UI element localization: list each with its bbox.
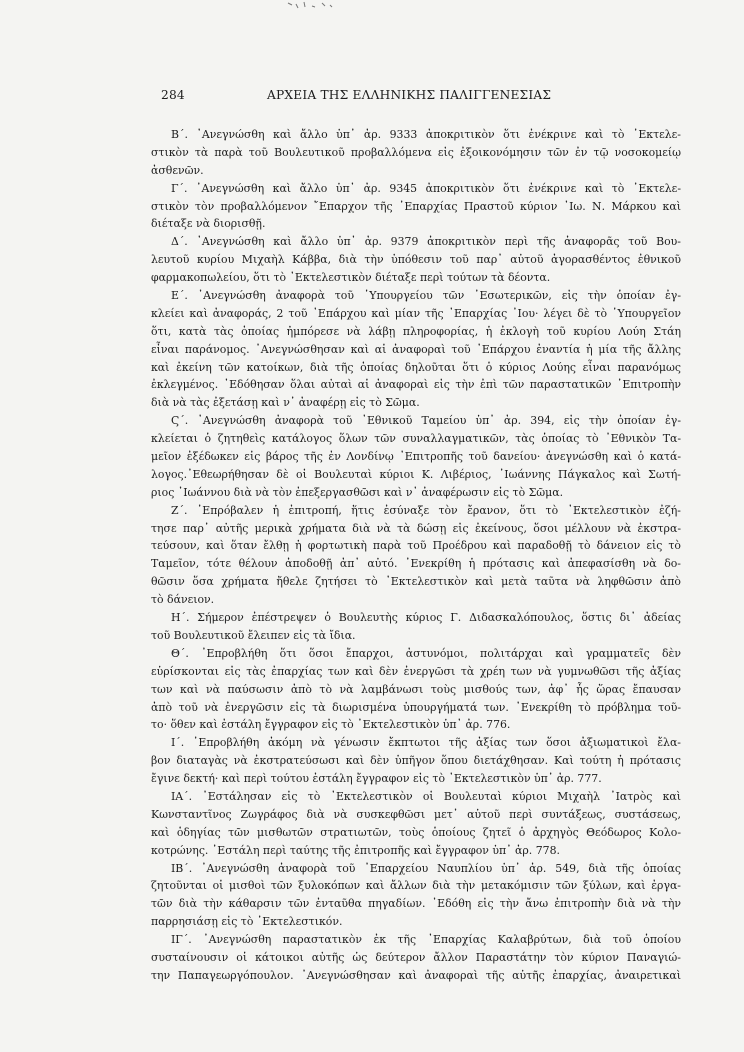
text-line: λογος.᾽Εθεωρήθησαν δὲ οἱ Βουλευταὶ κύριοι Κ. Λιβέριος, ᾽Ιωάννης Πάγκαλος καὶ Σωτή- <box>151 467 681 481</box>
running-title: ΑΡΧΕΙΑ ΤΗΣ ΕΛΛΗΝΙΚΗΣ ΠΑΛΙΓΓΕΝΕΣΙΑΣ <box>267 88 552 102</box>
text-line: στικὸν τὰ παρὰ τοῦ Βουλευτικοῦ προβαλλόμενα εἰς ἐξοικονόμησιν τῶν ἐν τῷ νοσοκομείῳ <box>151 145 681 159</box>
page-header <box>161 88 553 104</box>
text-line: Γ΄. ᾽Ανεγνώσθη καὶ ἄλλο ὑπ᾽ ἀρ. 9345 ἀποκριτικὸν ὅτι ἐνέκρινε καὶ τὸ ᾽Εκτελε- <box>171 181 681 195</box>
text-line: ΙΑ΄. ᾽Εστάλησαν εἰς τὸ ᾽Εκτελεστικὸν οἱ Βουλευταὶ κύριοι Μιχαὴλ ᾽Ιατρὸς καὶ <box>171 789 681 803</box>
text-line: διὰ νὰ τὰς ἐξετάσῃ καὶ ν᾽ ἀναφέρῃ εἰς τὸ Σῶμα. <box>151 396 420 410</box>
text-line: τῶν διὰ τὴν κάθαρσιν τῶν ἐνταῦθα πηγαδίων. ᾽Εδόθη εἰς τὴν ἄνω ἐπιτροπὴν διὰ νὰ τὴν <box>151 897 681 911</box>
text-line: ζητοῦνται οἱ μισθοὶ τῶν ξυλοκόπων καὶ ἄλλων διὰ τὴν μετακόμισιν τῶν ξύλων, καὶ ἐργα- <box>151 879 681 893</box>
text-line: θῶσιν ὅσα χρήματα ἤθελε ζητήσει τὸ ᾽Εκτελεστικὸν καὶ μετὰ ταῦτα νὰ ληφθῶσιν ἀπὸ <box>151 575 681 589</box>
text-line: Κωνσταντῖνος Ζωγράφος διὰ νὰ συσκεφθῶσι μετ᾽ αὐτοῦ περὶ συντάξεως, συστάσεως, <box>151 807 681 821</box>
text-line: Δ΄. ᾽Ανεγνώσθη καὶ ἄλλο ὑπ᾽ ἀρ. 9379 ἀποκριτικὸν περὶ τῆς ἀναφορᾶς τοῦ Βου- <box>171 235 681 249</box>
text-line: ἀπὸ τοῦ νὰ ἐνεργῶσιν εἰς τὰ διωρισμένα ὑπουργήματά των. ᾽Ενεκρίθη τὸ πρόβλημα τοῦ- <box>151 700 681 714</box>
text-line: το· ὅθεν καὶ ἐστάλη ἔγγραφον εἰς τὸ ᾽Εκτελεστικὸν ὑπ᾽ ἀρ. 776. <box>151 718 511 732</box>
text-line: ἐκλεγμένος. ᾽Εδόθησαν ὅλαι αὐταὶ αἱ ἀναφοραὶ εἰς τὴν ἐπὶ τῶν παραστατικῶν ᾽Επιτροπὴν <box>151 378 681 392</box>
text-line: ΙΓ΄. ᾽Ανεγνώσθη παραστατικὸν ἐκ τῆς ᾽Επαρχίας Καλαβρύτων, διὰ τοῦ ὁποίου <box>171 933 681 947</box>
text-line: ἀσθενῶν. <box>151 163 204 177</box>
text-line: λευτοῦ κυρίου Μιχαὴλ Κάββα, διὰ τὴν ὑπόθεσιν τοῦ παρ᾽ αὐτοῦ ἀγορασθέντος ἐθνικοῦ <box>151 253 681 267</box>
text-line: καὶ ἐκείνη τῶν κατοίκων, διὰ τῆς ὁποίας δηλοῦται ὅτι ὁ κύριος Λούης εἶναι παρανόμως <box>151 360 681 374</box>
text-line: την Παπαγεωργόπουλον. ᾽Ανεγνώσθησαν καὶ ἀναφοραὶ τῆς αὐτῆς ἐπαρχίας, ἀναιρετικαὶ <box>151 968 681 982</box>
text-line: ἔγινε δεκτή· καὶ περὶ τούτου ἐστάλη ἔγγραφον εἰς τὸ ᾽Εκτελεστικὸν ὑπ᾽ ἀρ. 777. <box>151 772 602 786</box>
text-line: ΙΒ΄. ᾽Ανεγνώσθη ἀναφορὰ τοῦ ᾽Επαρχείου Ναυπλίου ὑπ᾽ ἀρ. 549, διὰ τῆς ὁποίας <box>171 861 681 875</box>
text-line: Β΄. ᾽Ανεγνώσθη καὶ ἄλλο ὑπ᾽ ἀρ. 9333 ἀποκριτικὸν ὅτι ἐνέκρινε καὶ τὸ ᾽Εκτελε- <box>171 128 681 141</box>
text-line: Η΄. Σήμερον ἐπέστρεψεν ὁ Βουλευτὴς κύριος Γ. Διδασκαλόπουλος, ὅστις δι᾽ ἀδείας <box>171 611 681 625</box>
text-line: τεύσουν, καὶ ὅταν ἔλθῃ ἡ φορτωτικὴ παρὰ τοῦ Προέδρου καὶ παραδοθῇ τὸ δάνειον εἰς τὸ <box>151 539 681 553</box>
text-line: κοτρώνης. ᾽Εστάλη περὶ ταύτης τῆς ἐπιτροπῆς καὶ ἔγγραφον ὑπ᾽ ἀρ. 778. <box>151 843 560 857</box>
text-line: τὸ δάνειον. <box>151 593 215 607</box>
text-line: βον διαταγὰς νὰ ἐκστρατεύσωσι καὶ δὲν ὑπῆγον ὅπου διετάχθησαν. Καὶ τούτη ἡ πρότασις <box>151 754 681 768</box>
text-line: μεῖον ἐξέδωκεν εἰς βάρος τῆς ἐν Λονδίνῳ ᾽Επιτροπῆς τοῦ δανείου· ἀνεγνώσθη καὶ ὁ κατά- <box>151 450 681 464</box>
text-line: των καὶ νὰ παύσωσιν ἀπὸ τὸ νὰ λαμβάνωσι τοὺς μισθούς των, ἀφ᾽ ἧς ὥρας ἔπαυσαν <box>151 682 681 696</box>
document-body <box>151 126 681 985</box>
text-line: καὶ ὁδηγίας τῶν μισθωτῶν στρατιωτῶν, τοὺς ὁποίους ζητεῖ ὁ ἀρχηγὸς Θεόδωρος Κολο- <box>151 825 681 839</box>
text-line: Θ΄. ᾽Επροβλήθη ὅτι ὅσοι ἔπαρχοι, ἀστυνόμοι, πολιτάρχαι καὶ γραμματεῖς δὲν <box>171 646 681 660</box>
text-line: Ταμεῖον, τότε θέλουν ἀποδοθῇ ἀπ᾽ αὐτό. ᾽Ενεκρίθη ἡ πρότασις καὶ ἀπεφασίσθη νὰ δο- <box>151 557 681 571</box>
text-line: συσταίνουσιν οἱ κάτοικοι αὐτῆς ὡς δεύτερον ἄλλον Παραστάτην τὸν κύριον Παναγιώ- <box>151 950 681 964</box>
text-line: κλείει καὶ ἀναφοράς, 2 τοῦ ᾽Επάρχου καὶ μίαν τῆς ᾽Επαρχίας ᾽Ιου· λέγει δὲ τὸ ῾Υπουργεῖον <box>151 306 681 320</box>
text-line: ριος ᾽Ιωάννου διὰ νὰ τὸν ἐπεξεργασθῶσι καὶ ν᾽ ἀναφέρωσιν εἰς τὸ Σῶμα. <box>151 485 564 499</box>
text-line: Ϛ΄. ᾽Ανεγνώσθη ἀναφορὰ τοῦ ᾽Εθνικοῦ Ταμείου ὑπ᾽ ἀρ. 394, εἰς τὴν ὁποίαν ἐγ- <box>171 414 681 428</box>
text-line: διέταξε νὰ διορισθῇ. <box>151 217 266 231</box>
text-line: Ι΄. ᾽Επροβλήθη ἀκόμη νὰ γένωσιν ἔκπτωτοι τῆς ἀξίας των ὅσοι ἀξιωματικοὶ ἔλα- <box>171 736 681 750</box>
text-line: κλείεται ὁ ζητηθεὶς κατάλογος ὅλων τῶν συναλλαγματικῶν, τὰς ὁποίας τὸ ᾽Εθνικὸν Τα- <box>151 432 681 446</box>
text-line: Ζ΄. ᾽Επρόβαλεν ἡ ἐπιτροπή, ἥτις ἐσύναξε τὸν ἔρανον, ὅτι τὸ ᾽Εκτελεστικὸν ἐζή- <box>171 503 681 517</box>
text-line: παρρησιάσῃ εἰς τὸ ᾽Εκτελεστικόν. <box>151 915 343 929</box>
scan-marks <box>282 0 342 16</box>
text-line: εἶναι παράνομος. ᾽Ανεγνώσθησαν καὶ αἱ ἀναφοραὶ τοῦ ᾽Επάρχου ἐναντία ἡ μία τῆς ἄλλης <box>151 342 681 356</box>
page-number: 284 <box>161 88 185 102</box>
text-line: φαρμακοπωλείου, ὅτι τὸ ᾽Εκτελεστικὸν διέταξε περὶ τούτων τὰ δέοντα. <box>151 271 551 285</box>
text-line: εὑρίσκονται εἰς τὰς ἐπαρχίας των καὶ δὲν ἐνεργῶσι τὰ χρέη των νὰ γυμνωθῶσι τῆς ἀξίας <box>151 664 681 678</box>
text-line: τησε παρ᾽ αὐτῆς μερικὰ χρήματα διὰ νὰ τὰ δώσῃ εἰς ἐκείνους, ὅσοι μέλλουν νὰ ἐκστρα- <box>151 521 681 535</box>
text-line: ὅτι, κατὰ τὰς ὁποίας ἠμπόρεσε νὰ λάβῃ πληροφορίας, ἡ ἐκλογὴ τοῦ κυρίου Λούη Στάη <box>151 324 681 338</box>
text-line: στικὸν τὸν προβαλλόμενον ῎Επαρχον τῆς ᾽Επαρχίας Πραστοῦ κύριον ᾽Ιω. Ν. Μάρκου καὶ <box>151 199 681 213</box>
text-line: τοῦ Βουλευτικοῦ ἔλειπεν εἰς τὰ ἴδια. <box>151 628 356 642</box>
text-line: Ε΄. ᾽Ανεγνώσθη ἀναφορὰ τοῦ ῾Υπουργείου τῶν ᾽Εσωτερικῶν, εἰς τὴν ὁποίαν ἐγ- <box>171 289 681 303</box>
